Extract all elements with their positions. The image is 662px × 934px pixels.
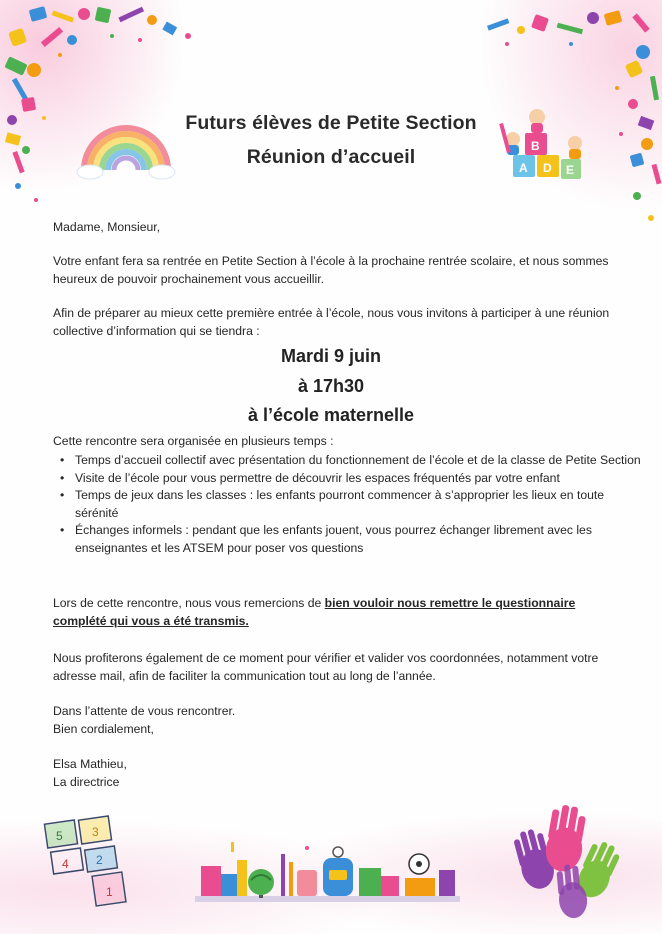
page-title: Futurs élèves de Petite Section bbox=[185, 112, 477, 134]
signature bbox=[53, 756, 628, 791]
list-item: • Échanges informels : pendant que les enfants jouent, vous pourrez échanger librement avec les enseignantes et les ATSEM pour poser vos questions bbox=[75, 522, 650, 557]
hopscotch-number: 4 bbox=[62, 857, 69, 871]
greeting: Madame, Monsieur, bbox=[53, 220, 161, 234]
closing bbox=[53, 703, 628, 738]
list-item: • Temps de jeux dans les classes : les enfants pourront commencer à s’approprier les lieux en toute sérénité bbox=[75, 487, 650, 522]
hopscotch-number: 5 bbox=[56, 829, 63, 843]
block-letter: E bbox=[566, 163, 575, 177]
organisation-list bbox=[53, 452, 650, 557]
block-letter: D bbox=[543, 161, 552, 175]
intro-paragraph: Votre enfant fera sa rentrée en Petite Section à l’école à la prochaine rentrée scolaire, et nous sommes heureux de pouvoir prochainement vous accueillir. bbox=[53, 254, 609, 286]
page-subtitle: Réunion d’accueil bbox=[246, 146, 416, 168]
signature-role: La directrice bbox=[53, 774, 120, 789]
block-letter: B bbox=[531, 139, 540, 153]
closing-line: Bien cordialement, bbox=[53, 721, 154, 736]
questionnaire-paragraph bbox=[53, 595, 628, 630]
school-supplies-corner-icon bbox=[0, 0, 205, 215]
list-item: • Visite de l’école pour vous permettre de découvrir les espaces fréquentés par votre enfant bbox=[75, 470, 650, 488]
closing-line: Dans l’attente de vous rencontrer. bbox=[53, 704, 236, 718]
school-supplies-strip-icon bbox=[195, 840, 460, 912]
hopscotch-icon bbox=[38, 812, 138, 912]
hopscotch-number: 1 bbox=[106, 885, 113, 899]
signature-name: Elsa Mathieu, bbox=[53, 757, 127, 771]
contact-paragraph: Nous profiterons également de ce moment pour vérifier et valider vos coordonnées, notamment votre adresse mail, afin de faciliter la communication tout au long de l’année. bbox=[53, 651, 599, 683]
list-item: • Temps d’accueil collectif avec présentation du fonctionnement de l’école et de la classe de Petite Section bbox=[75, 452, 650, 470]
hopscotch-number: 2 bbox=[96, 853, 103, 867]
event-date: Mardi 9 juin bbox=[280, 346, 381, 366]
block-letter: A bbox=[519, 161, 528, 175]
preparation-paragraph: Afin de préparer au mieux cette première entrée à l’école, nous vous invitons à participer à une réunion collective d’information qui se tiendra : bbox=[53, 306, 610, 338]
questionnaire-emphasis: bien vouloir nous remettre le questionnaire complété qui vous a été transmis. bbox=[53, 596, 576, 628]
painted-handprints-icon bbox=[496, 796, 644, 924]
hopscotch-number: 3 bbox=[92, 825, 99, 839]
event-place: à l’école maternelle bbox=[247, 405, 415, 425]
event-time: à 17h30 bbox=[297, 376, 365, 396]
questionnaire-prefix: Lors de cette rencontre, nous vous remercions de bbox=[53, 596, 325, 610]
organisation-intro: Cette rencontre sera organisée en plusieurs temps : bbox=[53, 434, 334, 448]
